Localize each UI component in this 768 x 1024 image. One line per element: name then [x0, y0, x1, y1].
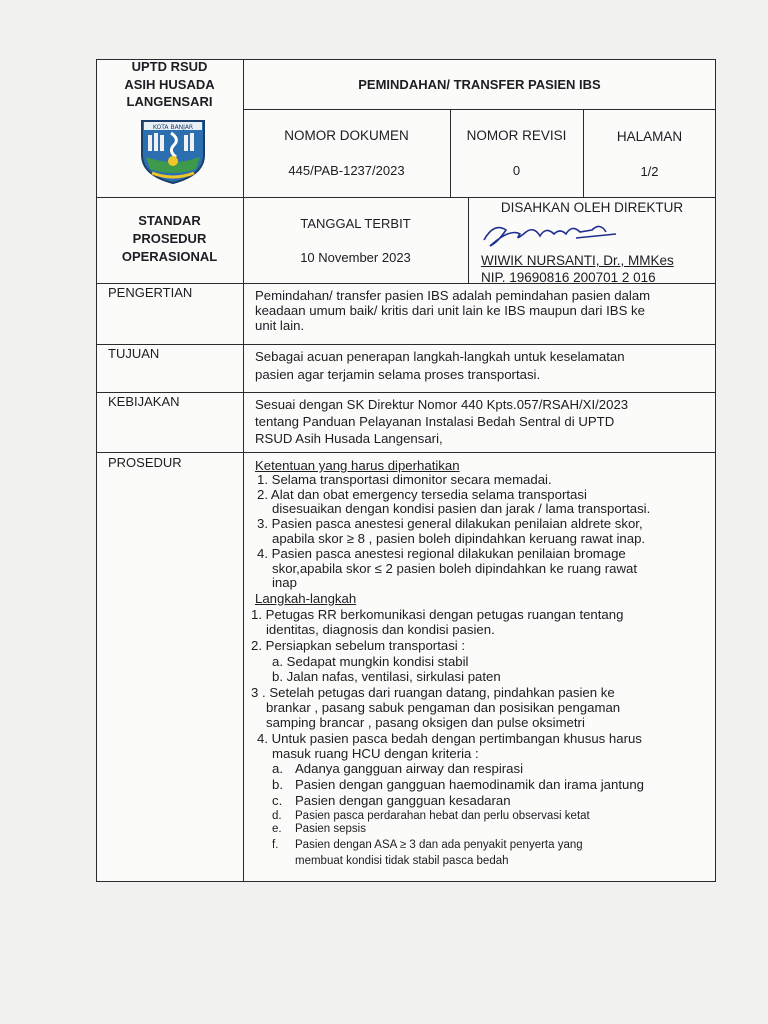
- prosedur-item: apabila skor ≥ 8 , pasien boleh dipindahkan keruang rawat inap.: [272, 531, 646, 546]
- tujuan-line: pasien agar terjamin selama proses transportasi.: [255, 367, 541, 382]
- prosedur-heading-ketentuan: Ketentuan yang harus diperhatikan: [255, 458, 460, 473]
- pengertian-line: keadaan umum baik/ kritis dari unit lain ke IBS maupun dari IBS ke: [255, 303, 645, 318]
- institution-line-3: LANGENSARI: [126, 94, 213, 109]
- prosedur-item: skor,apabila skor ≤ 2 pasien boleh dipindahkan ke ruang rawat: [272, 561, 637, 576]
- revision-label: NOMOR REVISI: [466, 128, 567, 143]
- langkah-item: 2. Persiapkan sebelum transportasi :: [251, 638, 466, 653]
- table-border-right: [715, 59, 716, 882]
- tujuan-label: TUJUAN: [108, 346, 160, 361]
- kebijakan-line: Sesuai dengan SK Direktur Nomor 440 Kpts.057/RSAH/XI/2023: [255, 397, 629, 412]
- page-value: 1/2: [640, 164, 659, 179]
- issue-date-label: TANGGAL TERBIT: [300, 216, 411, 231]
- director-name: WIWIK NURSANTI, Dr., MMKes: [481, 253, 674, 268]
- col-divider-revision: [450, 109, 451, 197]
- approved-label: DISAHKAN OLEH DIREKTUR: [500, 200, 684, 215]
- document-title: PEMINDAHAN/ TRANSFER PASIEN IBS: [358, 77, 601, 92]
- prosedur-item: 2. Alat dan obat emergency tersedia selama transportasi: [257, 487, 587, 502]
- row-divider-prosedur: [96, 452, 716, 453]
- revision-value: 0: [512, 163, 521, 178]
- table-border-left: [96, 59, 97, 882]
- criteria-letter: f.: [272, 839, 279, 851]
- doc-number-value: 445/PAB-1237/2023: [288, 163, 405, 178]
- institution-line-2: ASIH HUSADA: [124, 77, 215, 92]
- criteria-text: Pasien pasca perdarahan hebat dan perlu observasi ketat: [295, 810, 590, 822]
- tujuan-line: Sebagai acuan penerapan langkah-langkah untuk keselamatan: [255, 349, 625, 364]
- sop-line-2: PROSEDUR: [132, 231, 207, 246]
- row-divider-title: [243, 109, 716, 110]
- langkah-item: 1. Petugas RR berkomunikasi dengan petugas ruangan tentang: [251, 607, 624, 622]
- director-signature: [480, 216, 630, 252]
- institution-line-1: UPTD RSUD: [131, 59, 208, 74]
- issue-date-value: 10 November 2023: [300, 250, 411, 265]
- row-divider-kebijakan: [96, 392, 716, 393]
- pengertian-line: Pemindahan/ transfer pasien IBS adalah pemindahan pasien dalam: [255, 288, 651, 303]
- criteria-letter: a.: [272, 761, 283, 776]
- kebijakan-label: KEBIJAKAN: [108, 394, 180, 409]
- langkah-item: 4. Untuk pasien pasca bedah dengan pertimbangan khusus harus: [257, 731, 642, 746]
- prosedur-label: PROSEDUR: [108, 455, 182, 470]
- doc-number-label: NOMOR DOKUMEN: [284, 128, 409, 143]
- sop-line-3: OPERASIONAL: [121, 249, 218, 264]
- pengertian-label: PENGERTIAN: [108, 285, 193, 300]
- kebijakan-line: RSUD Asih Husada Langensari,: [255, 431, 443, 446]
- prosedur-item: 3. Pasien pasca anestesi general dilakukan penilaian aldrete skor,: [257, 516, 643, 531]
- prosedur-item: inap: [272, 575, 297, 590]
- criteria-text: Adanya gangguan airway dan respirasi: [295, 761, 523, 776]
- prosedur-item: 1. Selama transportasi dimonitor secara memadai.: [257, 472, 552, 487]
- criteria-text: Pasien sepsis: [295, 823, 366, 835]
- prosedur-item: disesuaikan dengan kondisi pasien dan jarak / lama transportasi.: [272, 501, 651, 516]
- pengertian-line: unit lain.: [255, 318, 305, 333]
- langkah-item: brankar , pasang sabuk pengaman dan posisikan pengaman: [266, 700, 621, 715]
- langkah-item: a. Sedapat mungkin kondisi stabil: [272, 654, 469, 669]
- kebijakan-line: tentang Panduan Pelayanan Instalasi Bedah Sentral di UPTD: [255, 414, 615, 429]
- criteria-text: Pasien dengan ASA ≥ 3 dan ada penyakit penyerta yang: [295, 839, 583, 851]
- langkah-item: samping brancar , pasang oksigen dan pulse oksimetri: [266, 715, 585, 730]
- criteria-text: Pasien dengan gangguan kesadaran: [295, 793, 511, 808]
- prosedur-item: 4. Pasien pasca anestesi regional dilakukan penilaian bromage: [257, 546, 626, 561]
- criteria-letter: d.: [272, 810, 282, 822]
- criteria-letter: b.: [272, 777, 283, 792]
- langkah-item: identitas, diagnosis dan kondisi pasien.: [266, 622, 495, 637]
- langkah-item: b. Jalan nafas, ventilasi, sirkulasi paten: [272, 669, 501, 684]
- prosedur-heading-langkah: Langkah-langkah: [255, 591, 357, 606]
- table-border-bottom: [96, 881, 716, 882]
- row-divider-tujuan: [96, 344, 716, 345]
- criteria-letter: e.: [272, 823, 282, 835]
- sop-line-1: STANDAR: [138, 213, 201, 228]
- city-emblem-icon: [138, 115, 208, 185]
- row-divider-header: [96, 197, 716, 198]
- document-page: [96, 59, 716, 882]
- col-divider-page: [583, 109, 584, 197]
- criteria-letter: c.: [272, 793, 283, 808]
- director-nip: NIP. 19690816 200701 2 016: [481, 270, 656, 285]
- criteria-text: Pasien dengan gangguan haemodinamik dan irama jantung: [295, 777, 644, 792]
- column-divider: [243, 59, 244, 882]
- langkah-item: 3 . Setelah petugas dari ruangan datang, pindahkan pasien ke: [251, 685, 615, 700]
- langkah-item: masuk ruang HCU dengan kriteria :: [272, 746, 479, 761]
- emblem-text: KOTA BANJAR: [152, 124, 194, 131]
- criteria-text: membuat kondisi tidak stabil pasca bedah: [295, 855, 509, 867]
- page-label: HALAMAN: [616, 129, 683, 144]
